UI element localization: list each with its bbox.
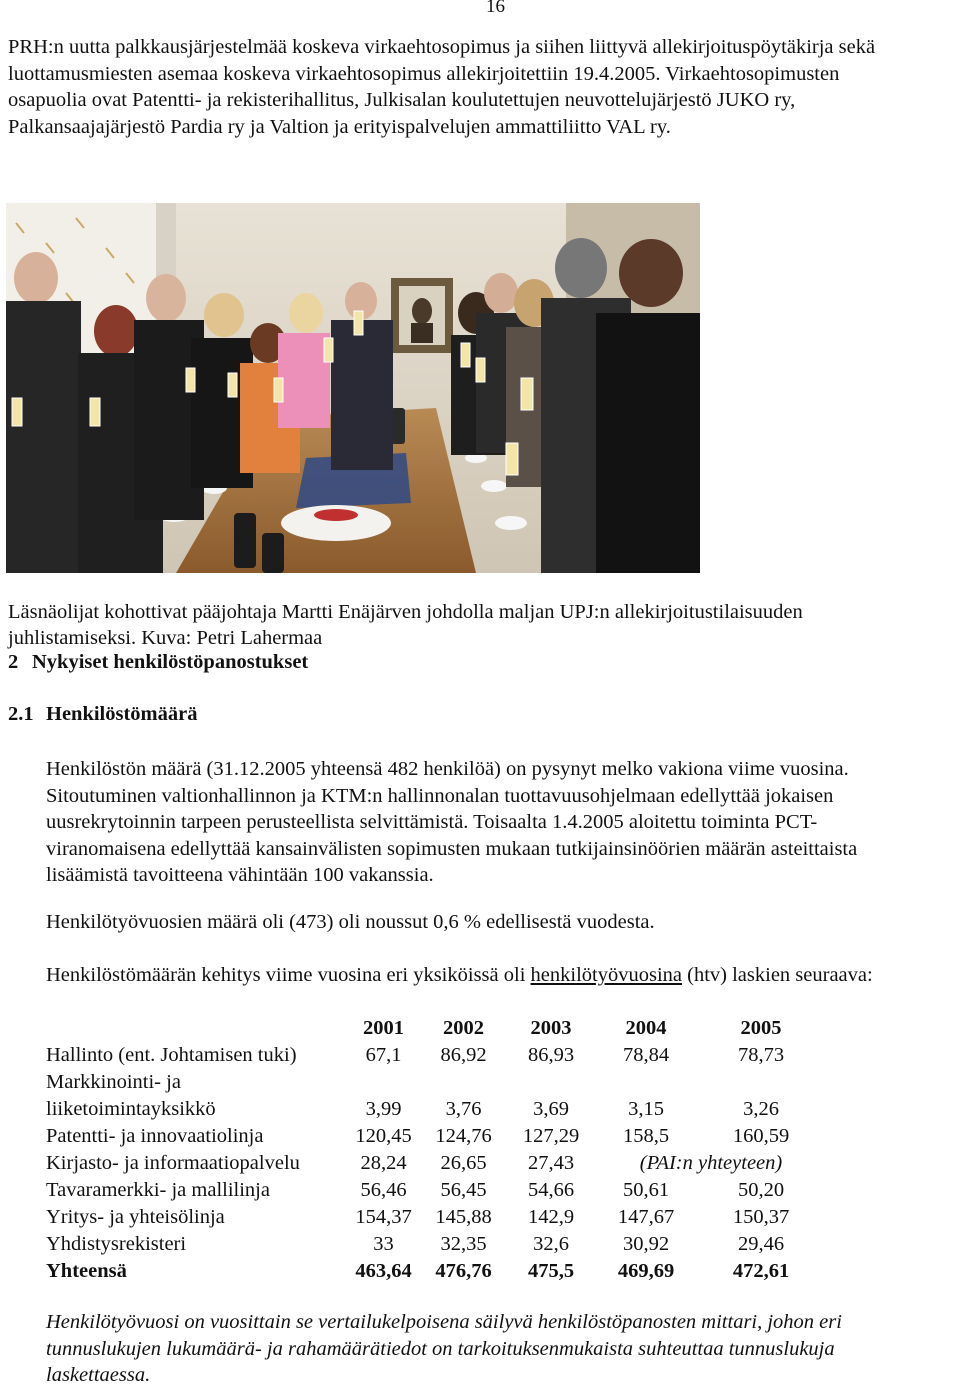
body-line: lisäämistä tavoitteena vähintään 100 vakanssia. (46, 864, 434, 886)
body-line: Henkilöstön määrä (31.12.2005 yhteensä 482 henkilöä) on pysynyt melko vakiona viime vuosina. (46, 758, 849, 780)
table-intro-paragraph (46, 964, 873, 987)
subsection-heading (8, 703, 197, 726)
table-cell: 3,15 (628, 1098, 664, 1120)
year-header: 2002 (443, 1017, 484, 1039)
table-cell: 3,26 (743, 1098, 779, 1120)
signing-ceremony-photo (6, 203, 700, 573)
table-cell: 28,24 (360, 1152, 407, 1174)
footnote-line: tunnuslukujen lukumäärä- ja rahamäärätiedot on tarkoituksenmukaista suhteuttaa tunnuslukuja (46, 1337, 835, 1360)
total-cell: 472,61 (732, 1260, 790, 1282)
table-cell: 78,84 (622, 1044, 670, 1066)
table-cell: 54,66 (527, 1179, 575, 1201)
table-cell (696, 1069, 826, 1096)
page-number: 16 (486, 0, 505, 17)
section-number: 2 (8, 651, 19, 673)
intro-line: luottamusmiesten asemaa koskeva virkaehtosopimus allekirjoitettiin 19.4.2005. Virkaehtosopimusten (8, 62, 840, 85)
caption-line: juhlistamiseksi. Kuva: Petri Lahermaa (8, 627, 323, 649)
table-cell: 27,43 (527, 1152, 575, 1174)
photo-caption (8, 599, 803, 651)
table-cell (506, 1069, 596, 1096)
table-cell: 86,92 (440, 1044, 487, 1066)
table-cell: 120,45 (355, 1125, 412, 1147)
total-cell: 463,64 (355, 1260, 412, 1282)
table-cell: 150,37 (732, 1206, 790, 1228)
table-cell: 124,76 (435, 1125, 492, 1147)
row-label: Yritys- ja yhteisölinja (46, 1206, 225, 1228)
person-years-table (44, 1015, 826, 1285)
table-cell: 56,46 (360, 1179, 407, 1201)
year-header: 2005 (740, 1017, 782, 1039)
table-row (44, 1231, 826, 1258)
row-label: Markkinointi- ja (46, 1071, 181, 1093)
table-cell: 3,69 (533, 1098, 569, 1120)
person-years-paragraph: Henkilötyövuosien määrä oli (473) oli noussut 0,6 % edellisestä vuodesta. (46, 911, 655, 933)
table-cell: 32,6 (533, 1233, 569, 1255)
table-cell: 32,35 (440, 1233, 487, 1255)
table-cell: 147,67 (617, 1206, 675, 1228)
table-cell (596, 1069, 696, 1096)
table-cell: 67,1 (365, 1044, 402, 1066)
table-cell: 50,20 (737, 1179, 785, 1201)
staff-paragraph (46, 756, 857, 889)
table-row (44, 1177, 826, 1204)
footnote-paragraph (46, 1309, 842, 1389)
year-header: 2004 (625, 1017, 667, 1039)
row-label: Kirjasto- ja informaatiopalvelu (46, 1152, 300, 1174)
section-heading (8, 651, 308, 674)
table-cell: 145,88 (435, 1206, 492, 1228)
table-intro-text: Henkilöstömäärän kehitys viime vuosina eri yksiköissä oli (46, 964, 531, 986)
footnote-line: laskettaessa. (46, 1364, 151, 1386)
row-label: Patentti- ja innovaatiolinja (46, 1125, 264, 1147)
table-cell: 78,73 (737, 1044, 785, 1066)
table-cell: 50,61 (622, 1179, 670, 1201)
intro-line: PRH:n uutta palkkausjärjestelmää koskeva virkaehtosopimus ja siihen liittyvä allekirjoituspöytäkirja sekä (8, 36, 876, 58)
table-cell: 3,76 (445, 1098, 482, 1120)
row-label: Hallinto (ent. Johtamisen tuki) (46, 1044, 297, 1066)
subsection-number: 2.1 (8, 703, 34, 725)
table-total-row (44, 1258, 826, 1285)
table-cell: 127,29 (522, 1125, 580, 1147)
table-cell: 56,45 (440, 1179, 487, 1201)
table-cell: 86,93 (527, 1044, 575, 1066)
table-cell: 160,59 (732, 1125, 790, 1147)
year-header: 2003 (530, 1017, 572, 1039)
year-header: 2001 (363, 1017, 404, 1039)
subsection-title: Henkilöstömäärä (46, 703, 198, 725)
table-cell: 154,37 (355, 1206, 412, 1228)
table-cell: 3,99 (365, 1098, 402, 1120)
table-row (44, 1204, 826, 1231)
total-cell: 469,69 (617, 1260, 675, 1282)
row-label: liiketoimintayksikkö (46, 1098, 216, 1120)
row-label: Tavaramerkki- ja mallilinja (46, 1179, 270, 1201)
footnote-line: Henkilötyövuosi on vuosittain se vertailukelpoisena säilyvä henkilöstöpanosten mittari, johon eri (46, 1311, 842, 1333)
merged-note-cell: (PAI:n yhteyteen) (639, 1152, 783, 1174)
table-row (44, 1042, 826, 1069)
row-label: Yhdistysrekisteri (46, 1233, 187, 1255)
intro-paragraph (8, 34, 958, 140)
table-row (44, 1123, 826, 1150)
table-cell (421, 1069, 506, 1096)
table-cell: 26,65 (440, 1152, 487, 1174)
table-row (44, 1150, 826, 1177)
section-title: Nykyiset henkilöstöpanostukset (32, 651, 309, 673)
table-header-blank (44, 1015, 346, 1042)
table-cell: 158,5 (622, 1125, 670, 1147)
table-cell (346, 1069, 421, 1096)
table-cell: 142,9 (527, 1206, 575, 1228)
table-header-row (44, 1015, 826, 1042)
table-cell: 29,46 (737, 1233, 785, 1255)
body-line: uusrekrytoinnin tarpeen perusteellista selvittämistä. Toisaalta 1.4.2005 aloitettu toiminta PCT- (46, 811, 818, 833)
table-row (44, 1096, 826, 1123)
caption-line: Läsnäolijat kohottivat pääjohtaja Martti Enäjärven johdolla maljan UPJ:n allekirjoitustilaisuuden (8, 601, 803, 623)
intro-line: osapuolia ovat Patentti- ja rekisterihallitus, Julkisalan koulutettujen neuvottelujärjestö JUKO ry, (8, 89, 796, 111)
body-line: viranomaisena edellyttää kansainvälisten sopimusten mukaan tutkijainsinöörien määrän asteittaista (46, 837, 858, 860)
total-label: Yhteensä (46, 1260, 127, 1282)
total-cell: 475,5 (527, 1260, 575, 1282)
table-cell: 30,92 (622, 1233, 670, 1255)
htv-link-text: henkilötyövuosina (530, 964, 682, 986)
table-row (44, 1069, 826, 1096)
total-cell: 476,76 (435, 1260, 492, 1282)
table-cell: 33 (373, 1233, 394, 1255)
table-intro-text-end: (htv) laskien seuraava: (682, 964, 873, 986)
body-line: Sitoutuminen valtionhallinnon ja KTM:n hallinnonalan tuottavuusohjelmaan edellyttää jokaisen (46, 784, 834, 807)
intro-line: Palkansaajajärjestö Pardia ry ja Valtion ja erityispalvelujen ammattiliitto VAL ry. (8, 115, 671, 138)
